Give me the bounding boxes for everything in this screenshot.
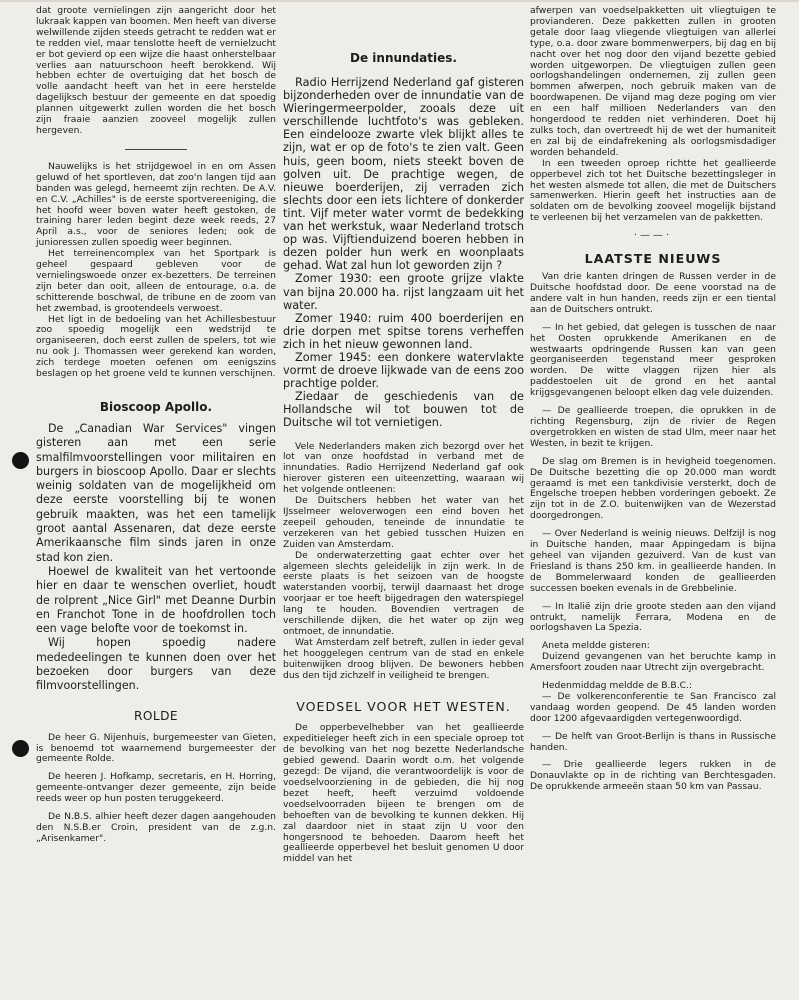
column-middle bbox=[283, 6, 524, 865]
aneta-heading: Aneta meldde gisteren: bbox=[542, 640, 650, 652]
bioscoop-paragraph-3: Wij hopen spoedig nadere mededeelingen te kunnen doen over het bezoeken door burgers van deze filmvoorstellingen. bbox=[36, 636, 276, 693]
binder-hole-bottom bbox=[12, 740, 29, 757]
sport-paragraph-1: Nauwelijks is het strijdgewoel in en om Assen geluwd of het sportleven, dat zoo'n langen tijd aan banden was gelegd, herneemt zijn rechten. De A.V. en C.V. „Achilles" is de eerste sportvereeniging, die het hoofd weer boven water heeft gestoken, de training harer leden begint deze week reeds, 27 April a.s., voor de seniores leden; ook de junioressen zullen spoedig weer beginnen. bbox=[36, 160, 276, 249]
innundaties-paragraph-2: Zomer 1930: een groote grijze vlakte van bijna 20.000 ha. rijst langzaam uit het water. bbox=[283, 272, 524, 312]
voedsel-headline: VOEDSEL VOOR HET WESTEN. bbox=[296, 699, 511, 715]
bioscoop-paragraph-1: De „Canadian War Services" vingen gisteren aan met een serie smalfilmvoorstellingen voor militairen en burgers in bioscoop Apollo. Daar er slechts weinig soldaten van de mogelijkheid om deze eerste voorstelling bij te wonen gebruik maakten, was het een tamelijk groot aantal Assenaren, dat deze eerste Amerikaansche film sinds jaren in onze stad kon zien. bbox=[36, 422, 276, 564]
nieuws-item-1: Van drie kanten dringen de Russen verder in de Duitsche hoofdstad door. De eene voorstad na de andere valt in hun handen, reeds zijn er een tiental aan de Duitschers ontrukt. bbox=[530, 271, 776, 315]
laatste-nieuws-headline: LAATSTE NIEUWS bbox=[584, 251, 722, 267]
bosch-article-text: dat groote vernielingen zijn aangericht door het lukraak kappen van boomen. Men heeft van diverse welwillende zijden steeds getracht te redden wat er te redden viel, maar tenslotte heeft de vernielzucht er bot gevierd op een wijze die haast onherstelbaar verlies aan natuurschoon heeft berokkend. Wij hebben echter de overtuiging dat het bosch de volle aandacht heeft van het in eere herstelde dagelijksch bestuur der gemeente en dat spoedig plannen uitgewerkt zullen worden die het bosch zijn fraaie aanzien zooveel mogelijk zullen hergeven. bbox=[36, 5, 276, 136]
hoofdstad-paragraph-2: De Duitschers hebben het water van het IJsselmeer weloverwogen een eind boven het zeepeil gehouden, teneinde de innundatie te verzekeren van het gebied tusschen Huizen en Zuiden van Amsterdam. bbox=[283, 495, 524, 550]
rolde-headline: ROLDE bbox=[134, 708, 178, 723]
section-separator: ·——· bbox=[633, 230, 673, 242]
innundaties-paragraph-5: Ziedaar de geschiedenis van de Hollandsche wil tot bouwen tot de Duitsche wil tot vernietigen. bbox=[283, 390, 524, 430]
hoofdstad-paragraph-4: Wat Amsterdam zelf betreft, zullen in ieder geval het hooggelegen centrum van de stad en enkele buitenwijken droog blijven. De bewoners hebben dus den tijd zichzelf in veiligheid te brengen. bbox=[283, 636, 524, 681]
innundaties-paragraph-3: Zomer 1940: ruim 400 boerderijen en drie dorpen met spitse torens verheffen zich in het nieuw gewonnen land. bbox=[283, 311, 524, 351]
aneta-item: Duizend gevangenen van het beruchte kamp in Amersfoort zouden naar Utrecht zijn overgebracht. bbox=[530, 651, 776, 674]
hoofdstad-paragraph-1: Vele Nederlanders maken zich bezorgd over het lot van onze hoofdstad in verband met de innundaties. Radio Herrijzend Nederland gaf ook hierover gisteren een uiteenzetting, waaraan wij het volgende ontleenen: bbox=[283, 440, 524, 496]
bioscoop-headline: Bioscoop Apollo. bbox=[99, 400, 213, 414]
sport-paragraph-2: Het terreinencomplex van het Sportpark is geheel gespaard gebleven voor de vernielingswoede onzer ex-bezetters. De terreinen zijn beter dan ooit, alleen de entourage, o.a. de schitterende boschwal, de tribune en de zoom van het zwembad, is grootendeels verwoest. bbox=[36, 248, 276, 314]
voedsel-paragraph: De opperbevelhebber van het geallieerde expeditieleger heeft zich in een speciale oproep tot de bevolking van het nog bezette Nederlandsche gebied gewend. Daarin wordt o.m. het volgende gezegd: De vijand, die verantwoordelijk is voor de voedselvoorziening in de gebieden, die hij nog bezet heeft, heeft verzuimd voldoende voedselvoorraden bijeen te brengen om de behoeften van de bevolking te kunnen dekken. Hij zal daardoor niet in staat zijn U voor den hongersnood te behoeden. Daarom heeft het geallieerde opperbevel het besluit genomen U door middel van het bbox=[283, 722, 524, 865]
rolde-paragraph-1: De heer G. Nijenhuis, burgemeester van Gieten, is benoemd tot waarnemend burgemeester der gemeente Rolde. bbox=[36, 731, 276, 765]
column-divider bbox=[125, 149, 187, 150]
innundaties-headline: De innundaties. bbox=[350, 51, 457, 65]
bbc-item-3: — Drie geallieerde legers rukken in de Donauvlakte op in de richting van Berchtesgaden. De oprukkende armeeën staan 50 km van Passau. bbox=[530, 759, 776, 793]
voedsel-second-oproep: In een tweeden oproep richtte het geallieerde opperbevel zich tot het Duitsche bezettingsleger in het westen alsmede tot allen, die met de Duitschers samenwerken. Hierin geeft het instructies aan de soldaten om de bevolking zooveel mogelijk bijstand te verleenen bij het verzamelen van de pakketten. bbox=[530, 157, 776, 224]
innundaties-paragraph-1: Radio Herrijzend Nederland gaf gisteren bijzonderheden over de innundatie van de Wieringermeerpolder, zooals deze uit verschillende luchtfoto's was gebleken. Een eindelooze zwarte vlek blijkt alles te zijn, wat er op de foto's te zien valt. Geen huis, geen boom, niets steekt boven de golven uit. De prachtige wegen, de nieuwe boerderijen, zij verraden zich slechts door een iets lichtere of donkerder tint. Vijf meter water vormt de bedekking van het werkstuk, waar Nederland trotsch op was. Vijftienduizend boeren hebben in dezen polder hun werk en woonplaats gehad. Wat zal hun lot geworden zijn ? bbox=[283, 76, 524, 273]
hoofdstad-paragraph-3: De onderwaterzetting gaat echter over het algemeen slechts geleidelijk in zijn werk. In de eerste plaats is het seizoen van de hoogste waterstanden voorbij, terwijl daarnaast het droge voorjaar er toe heeft bijgedragen den waterspiegel lang te houden. Bovendien vertragen de verschillende dijken, die het water op zijn weg ontmoet, de innundatie. bbox=[283, 549, 524, 637]
nieuws-item-5: — Over Nederland is weinig nieuws. Delfzijl is nog in Duitsche handen, maar Appingedam is bijna geheel van vijanden gezuiverd. Van de kust van Friesland is thans 250 km. in geallieerde handen. In de Bommelerwaard konden de geallieerden successen boeken evenals in de Grebbelinie. bbox=[530, 528, 776, 594]
column-right bbox=[530, 6, 776, 793]
nieuws-item-4: De slag om Bremen is in hevigheid toegenomen. De Duitsche bezetting die op 20.000 man wordt geraamd is met een tankdivisie versterkt, doch de Engelsche troepen hebben vorderingen geboekt. Ze zijn tot in de Z.O. buitenwijken van de Wezerstad doorgedrongen. bbox=[530, 455, 776, 522]
column-left bbox=[36, 6, 276, 845]
bbc-heading: Hedenmiddag meldde de B.B.C.: bbox=[542, 680, 693, 692]
nieuws-item-3: — De geallieerde troepen, die oprukken in de richting Regensburg, zijn de rivier de Regen overgetrokken en wisten de stad Ulm, meer naar het Westen, in bezit te krijgen. bbox=[530, 405, 776, 449]
sport-paragraph-3: Het ligt in de bedoeling van het Achillesbestuur zoo spoedig mogelijk een wedstrijd te organiseeren, doch eerst zullen de spelers, tot wie nu ook J. Thomassen weer gerekend kan worden, zich terdege moeten oefenen om eenigszins beslagen op het groene veld te kunnen verschijnen. bbox=[36, 313, 276, 380]
nieuws-item-2: — In het gebied, dat gelegen is tusschen de naar het Oosten oprukkende Amerikanen en de westwaarts opdringende Russen kan van geen georganiseerden tegenstand meer gesproken worden. De witte vlaggen rijzen hier als paddestoelen uit de grond en het aantal krijgsgevangenen beloopt elken dag vele duizenden. bbox=[530, 321, 776, 399]
rolde-paragraph-3: De N.B.S. alhier heeft dezer dagen aangehouden den N.S.B.er Croin, president van de z.g.n. „Arisenkamer". bbox=[36, 811, 276, 844]
nieuws-item-6: — In Italië zijn drie groote steden aan den vijand ontrukt, namelijk Ferrara, Modena en de oorlogshaven La Spezia. bbox=[530, 600, 776, 634]
rolde-paragraph-2: De heeren J. Hofkamp, secretaris, en H. Horring, gemeente-ontvanger dezer gemeente, zijn beide reeds weer op hun posten teruggekeerd. bbox=[36, 771, 276, 805]
binder-hole-top bbox=[12, 452, 29, 469]
innundaties-paragraph-4: Zomer 1945: een donkere watervlakte vormt de droeve lijkwade van de eens zoo prachtige polder. bbox=[283, 350, 524, 391]
bioscoop-paragraph-2: Hoewel de kwaliteit van het vertoonde hier en daar te wenschen overliet, houdt de rolprent „Nice Girl" met Deanne Durbin en Franchot Tone in de hoofdrollen toch een vage belofte voor de toekomst in. bbox=[36, 564, 276, 636]
voedsel-continued: afwerpen van voedselpakketten uit vliegtuigen te provianderen. Deze pakketten zullen in grooten getale door laag vliegende vliegtuigen van allerlei type, o.a. door zware bommenwerpers, bij dag en bij nacht over het nog door den vijand bezette gebied worden uitgeworpen. De vliegtuigen zullen geen oorlogshandelingen ondernemen, zij zullen geen bommen afwerpen, noch gebruik maken van de boordwapenen. De vijand mag deze poging om vier en een half millioen Nederlanders van den hongerdood te redden niet verhinderen. Doet hij zulks toch, dan overtreedt hij de wet der humaniteit en zal bij de eindafrekening als oorlogsmisdadiger worden behandeld. bbox=[530, 5, 776, 158]
page-top-edge bbox=[0, 0, 799, 2]
bbc-item-1: — De volkerenconferentie te San Francisco zal vandaag worden geopend. De 45 landen worden door 1200 afgevaardigden vertegenwoordigd. bbox=[530, 690, 776, 724]
bbc-item-2: — De helft van Groot-Berlijn is thans in Russische handen. bbox=[530, 730, 776, 753]
